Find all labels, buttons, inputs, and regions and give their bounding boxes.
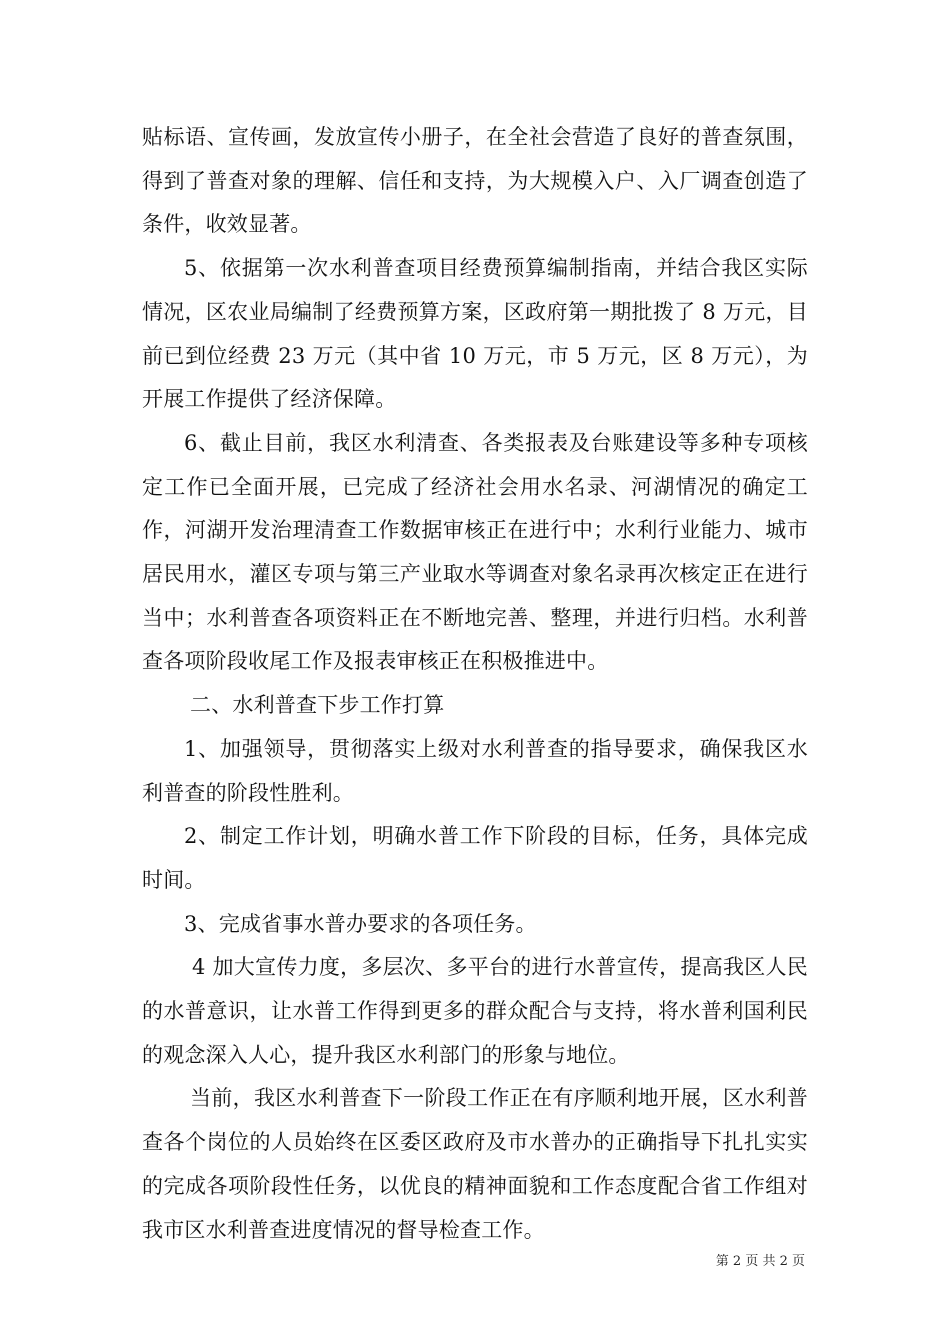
paragraph-item-6: 6、截止目前，我区水利清查、各类报表及台账建设等多种专项核定工作已全面开展，已完成了经济社会用水名录、河湖情况的确定工作，河湖开发治理清查工作数据审核正在进行中；水利行业能力、城市居民用水，灌区专项与第三产业取水等调查对象名录再次核定正在进行当中；水利普查各项资料正在不断地完善、整理，并进行归档。水利普查各项阶段收尾工作及报表审核正在积极推进中。 — [142, 430, 808, 674]
plan-item-4: 4 加大宣传力度，多层次、多平台的进行水普宣传，提高我区人民的水普意识，让水普工作得到更多的群众配合与支持，将水普利国利民的观念深入人心，提升我区水利部门的形象与地位。 — [142, 955, 808, 1067]
document-body — [142, 116, 808, 1252]
page-number: 第 2 页 共 2 页 — [715, 1254, 805, 1269]
plan-item-1: 1、加强领导，贯彻落实上级对水利普查的指导要求，确保我区水利普查的阶段性胜利。 — [142, 736, 808, 805]
closing-paragraph: 当前，我区水利普查下一阶段工作正在有序顺利地开展，区水利普查各个岗位的人员始终在区委区政府及市水普办的正确指导下扎扎实实的完成各项阶段性任务，以优良的精神面貌和工作态度配合省工作组对我市区水利普查进度情况的督导检查工作。 — [142, 1086, 808, 1242]
section-heading: 二、水利普查下步工作打算 — [190, 693, 445, 718]
paragraph-continuation: 贴标语、宣传画，发放宣传小册子，在全社会营造了良好的普查氛围，得到了普查对象的理解、信任和支持，为大规模入户、入厂调查创造了条件，收效显著。 — [142, 125, 808, 237]
paragraph-item-5: 5、依据第一次水利普查项目经费预算编制指南，并结合我区实际情况，区农业局编制了经费预算方案，区政府第一期批拨了 8 万元，目前已到位经费 23 万元（其中省 10 万元，市 5 万元，区 8 万元），为开展工作提供了经济保障。 — [142, 256, 808, 412]
plan-item-2: 2、制定工作计划，明确水普工作下阶段的目标，任务，具体完成时间。 — [142, 824, 808, 892]
plan-item-3: 3、完成省事水普办要求的各项任务。 — [184, 911, 537, 936]
